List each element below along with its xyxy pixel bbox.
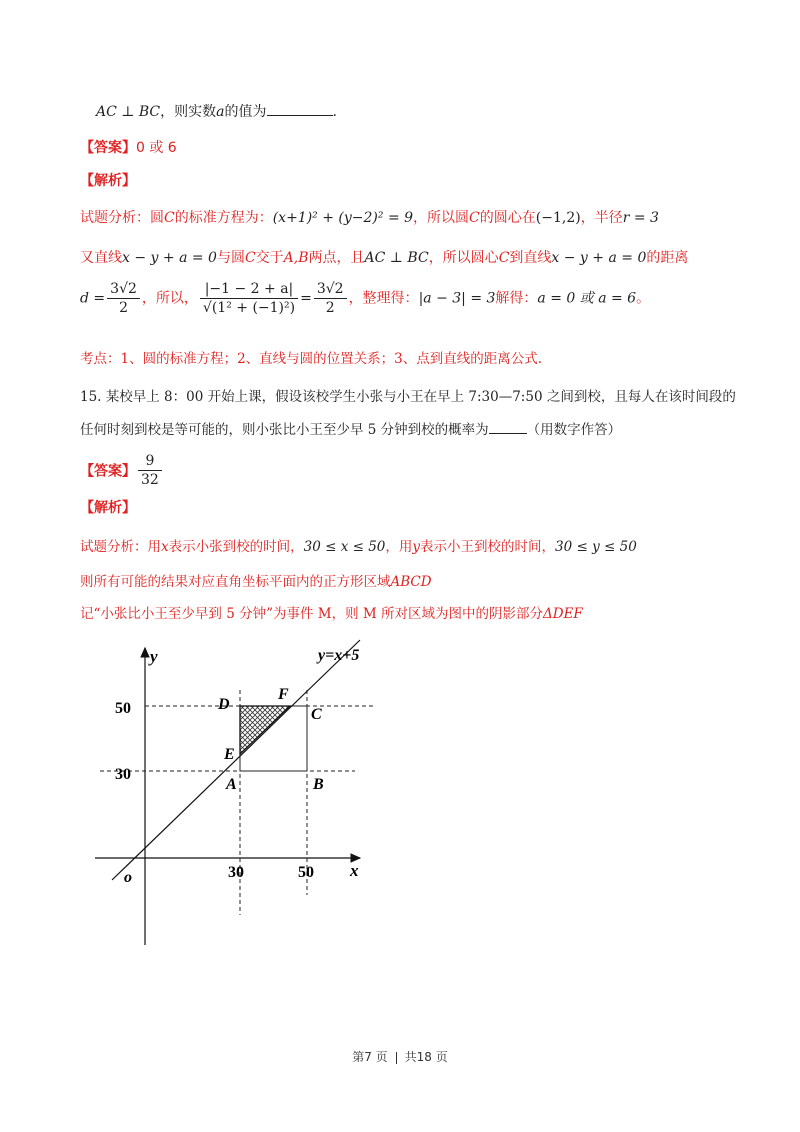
text-fragment: 的标准方程为： bbox=[174, 210, 273, 226]
triangle-def-shaded bbox=[240, 706, 290, 754]
page-footer bbox=[0, 1048, 800, 1065]
frac-num: 9 bbox=[138, 452, 162, 471]
frac-num: |−1 − 2 + a| bbox=[200, 280, 298, 299]
region-abcd: ABCD bbox=[390, 574, 432, 590]
origin-label: o bbox=[124, 869, 132, 886]
text-fragment: 解得： bbox=[495, 290, 538, 307]
q15-analysis-label: 【解析】 bbox=[80, 500, 136, 516]
text-fragment: 表示小张到校的时间， bbox=[168, 539, 304, 555]
text-fragment: ，整理得： bbox=[348, 290, 419, 307]
circle-equation: (x+1)² + (y−2)² = 9 bbox=[272, 210, 414, 226]
text-fragment: ，则实数 bbox=[160, 104, 217, 120]
text-fragment: 的圆心在 bbox=[479, 210, 536, 226]
answer-label: 【答案】 bbox=[80, 463, 136, 480]
q14-kaodian: 考点：1、圆的标准方程；2、直线与圆的位置关系；3、点到直线的距离公式. bbox=[80, 351, 543, 367]
text-fragment: . bbox=[332, 104, 337, 120]
footer-divider bbox=[396, 1052, 397, 1064]
point-c-label: C bbox=[311, 706, 322, 723]
range-y: 30 ≤ y ≤ 50 bbox=[555, 539, 637, 555]
page-number: 第7 页 bbox=[352, 1050, 388, 1064]
point-a-label: A bbox=[226, 776, 237, 793]
var-c: C bbox=[164, 210, 175, 226]
q15-text-line1: 15. 某校早上 8：00 开始上课，假设该校学生小张与小王在早上 7:30—7:50 之间到校，且每人在该时间段的 bbox=[80, 389, 736, 405]
text-fragment: 的值为 bbox=[224, 104, 267, 120]
text-fragment: 试题分析：用 bbox=[80, 539, 161, 555]
y-axis-label: y bbox=[150, 647, 158, 666]
text-fragment: 又直线 bbox=[80, 250, 122, 266]
text-fragment: ，所以圆 bbox=[413, 210, 470, 226]
radius: r = 3 bbox=[622, 210, 659, 226]
line-y-equals-x-plus-5 bbox=[112, 640, 360, 880]
var-x: x bbox=[161, 539, 169, 555]
distance-d: d = bbox=[80, 290, 106, 307]
tick-y30: 30 bbox=[115, 766, 131, 783]
var-c: C bbox=[469, 210, 480, 226]
text-fragment: 与圆 bbox=[216, 250, 245, 266]
frac-den: 32 bbox=[141, 472, 159, 488]
text-fragment: 交于 bbox=[255, 250, 284, 266]
x-axis-label: x bbox=[350, 861, 359, 880]
point-d-label: D bbox=[218, 696, 230, 713]
line-equation: x − y + a = 0 bbox=[551, 250, 647, 266]
var-c: C bbox=[244, 250, 256, 266]
answer-value: 0 或 6 bbox=[136, 140, 177, 156]
q14-analysis-label: 【解析】 bbox=[80, 173, 136, 189]
frac-den: 2 bbox=[119, 300, 128, 316]
circle-center: (−1,2) bbox=[535, 210, 581, 226]
var-c: C bbox=[498, 250, 510, 266]
frac-den: √(1² + (−1)²) bbox=[202, 300, 296, 316]
text-fragment: （用数字作答） bbox=[526, 422, 622, 438]
text-fragment: 两点，且 bbox=[308, 250, 365, 266]
text-fragment: 试题分析：圆 bbox=[80, 210, 164, 226]
equals-sign: = bbox=[300, 290, 312, 307]
var-a: a bbox=[216, 104, 225, 120]
text-fragment: ，半径 bbox=[580, 210, 623, 226]
frac-den: 2 bbox=[325, 300, 335, 316]
text-fragment: 记“小张比小王至少早到 5 分钟”为事件 M，则 M 所对区域为图中的阴影部分 bbox=[80, 606, 543, 622]
text-fragment: 到直线 bbox=[509, 250, 552, 266]
text-fragment: 表示小王到校的时间， bbox=[420, 539, 556, 555]
frac-num: 3√2 bbox=[314, 280, 347, 299]
var-y: y bbox=[412, 539, 421, 555]
line-label: y=x+5 bbox=[318, 647, 360, 664]
point-b-label: B bbox=[313, 776, 324, 793]
text-fragment: 任何时刻到校是等可能的，则小张比小王至少早 5 分钟到校的概率为 bbox=[80, 422, 489, 438]
dashed-guides bbox=[100, 690, 375, 915]
line-equation: x − y + a = 0 bbox=[122, 250, 217, 266]
tick-y50: 50 bbox=[115, 700, 131, 717]
perp-condition: AC ⊥ BC bbox=[96, 104, 161, 120]
abs-equation: |a − 3| = 3 bbox=[418, 290, 496, 307]
range-x: 30 ≤ x ≤ 50 bbox=[303, 539, 386, 555]
point-f-label: F bbox=[278, 686, 289, 703]
triangle-def: ΔDEF bbox=[543, 606, 583, 622]
text-fragment: 的距离 bbox=[646, 250, 689, 266]
text-fragment: ，所以圆心 bbox=[428, 250, 499, 266]
frac-num: 3√2 bbox=[107, 280, 140, 299]
page-total: 共18 页 bbox=[404, 1050, 448, 1064]
tick-x30: 30 bbox=[228, 864, 244, 881]
text-fragment: 。 bbox=[636, 290, 651, 307]
tick-x50: 50 bbox=[298, 864, 314, 881]
text-fragment: ，用 bbox=[385, 539, 413, 555]
answer-label: 【答案】 bbox=[80, 140, 136, 156]
text-fragment: ，所以， bbox=[141, 290, 198, 307]
points-ab: A,B bbox=[283, 250, 309, 266]
text-fragment: 则所有可能的结果对应直角坐标平面内的正方形区域 bbox=[80, 574, 391, 590]
perp-condition: AC ⊥ BC bbox=[364, 250, 429, 266]
solution: a = 0 或 a = 6 bbox=[537, 290, 637, 307]
point-e-label: E bbox=[224, 746, 235, 763]
